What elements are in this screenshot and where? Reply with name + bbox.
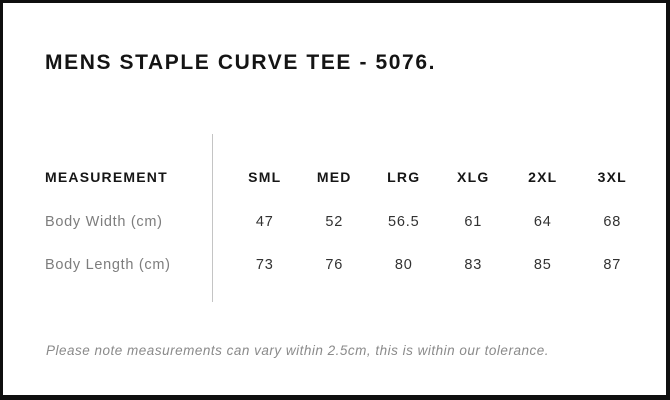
body-width-3xl: 68 — [603, 214, 622, 230]
body-length-med: 76 — [325, 257, 344, 273]
size-header-xlg: XLG — [457, 169, 490, 185]
page-title: MENS STAPLE CURVE TEE - 5076. — [45, 51, 437, 74]
body-width-sml: 47 — [255, 214, 274, 230]
body-length-3xl: 87 — [603, 257, 622, 273]
body-length-xlg: 83 — [464, 257, 483, 273]
body-length-lrg: 80 — [394, 257, 413, 273]
size-header-lrg: LRG — [387, 169, 421, 185]
body-width-med: 52 — [325, 214, 344, 230]
measurement-column-header: MEASUREMENT — [45, 169, 168, 185]
table-row-body-width — [45, 212, 647, 232]
body-width-xlg: 61 — [464, 214, 483, 230]
body-length-2xl: 85 — [533, 257, 552, 273]
body-width-lrg: 56.5 — [388, 214, 420, 230]
table-header-row — [45, 167, 647, 187]
body-width-2xl: 64 — [533, 214, 552, 230]
row-label-body-length: Body Length (cm) — [45, 257, 171, 273]
body-length-sml: 73 — [255, 257, 274, 273]
size-header-3xl: 3XL — [597, 169, 627, 185]
size-header-2xl: 2XL — [528, 169, 558, 185]
size-header-med: MED — [316, 169, 352, 185]
table-row-body-length — [45, 255, 647, 275]
tolerance-note: Please note measurements can vary within 2.5cm, this is within our tolerance. — [46, 343, 549, 358]
size-header-sml: SML — [248, 169, 282, 185]
row-label-body-width: Body Width (cm) — [45, 214, 163, 230]
